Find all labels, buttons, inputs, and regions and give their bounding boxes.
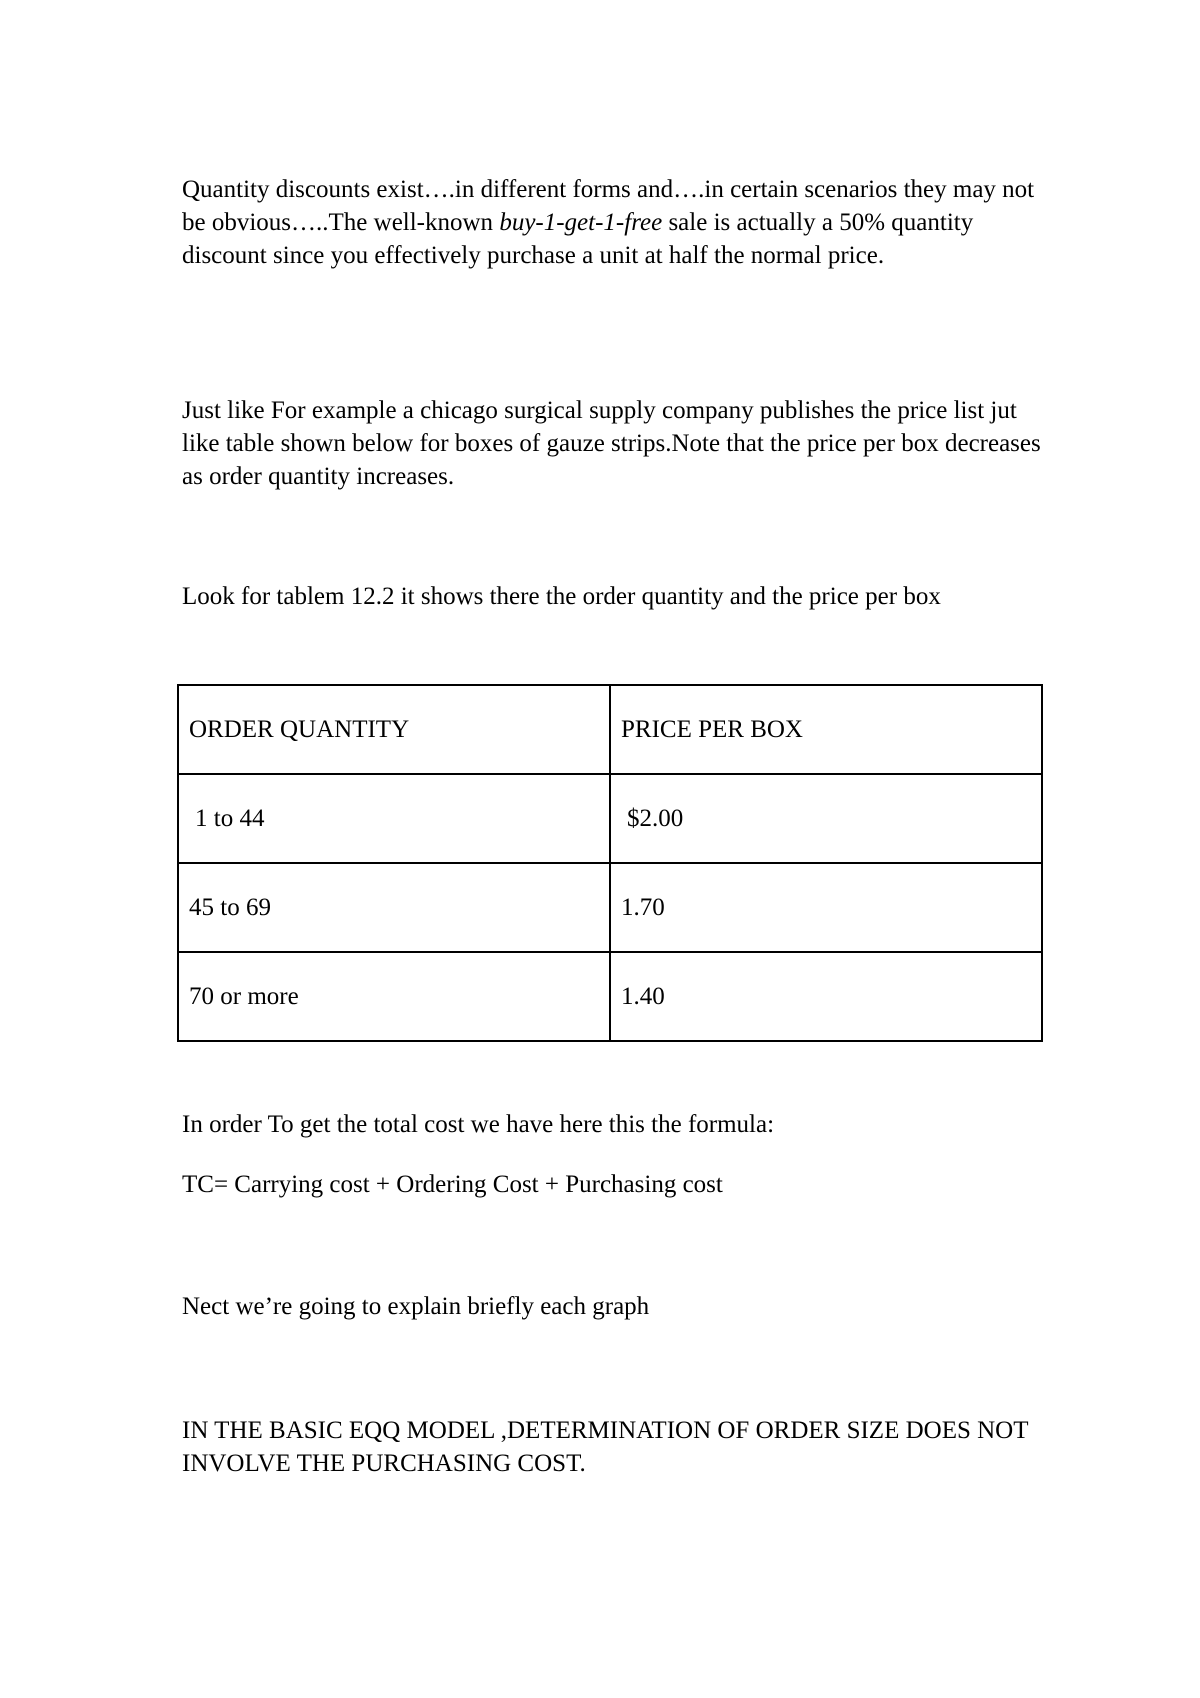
price-value: $2.00 [627,804,684,832]
table-row [178,774,1042,863]
quantity-cell: 45 to 69 [178,863,610,952]
example-paragraph: Just like For example a chicago surgical supply company publishes the price list jut like table shown below for boxes of gauze strips.Note that the price per box decreases as order quantity increases. [182,397,1041,490]
quantity-cell [178,774,610,863]
next-line: Nect we’re going to explain briefly each graph [182,1293,650,1320]
intro-text-end: sale is actually a 50% quantity discount since you effectively purchase a unit at half the normal price. [182,209,974,269]
intro-italic-phrase: buy-1-get-1-free [499,209,663,236]
table-header-row [178,685,1042,774]
intro-paragraph [182,173,1042,272]
eqq-note: IN THE BASIC EQQ MODEL ,DETERMINATION OF ORDER SIZE DOES NOT INVOLVE THE PURCHASING COST. [182,1417,1029,1477]
header-order-quantity: ORDER QUANTITY [178,685,610,774]
price-cell [610,774,1042,863]
table-row [178,863,1042,952]
price-table [177,684,1043,1042]
table-intro-paragraph: Look for tablem 12.2 it shows there the order quantity and the price per box [182,583,941,610]
quantity-value: 1 to 44 [195,804,265,832]
table-row [178,952,1042,1041]
intro-text-start: Quantity discounts exist….in different forms and….in certain scenarios they may not be obvious…..The well-known [182,176,1035,236]
price-cell: 1.40 [610,952,1042,1041]
header-price-per-box: PRICE PER BOX [610,685,1042,774]
price-cell: 1.70 [610,863,1042,952]
quantity-cell: 70 or more [178,952,610,1041]
formula-intro: In order To get the total cost we have here this the formula: [182,1111,775,1138]
formula: TC= Carrying cost + Ordering Cost + Purchasing cost [182,1171,723,1198]
